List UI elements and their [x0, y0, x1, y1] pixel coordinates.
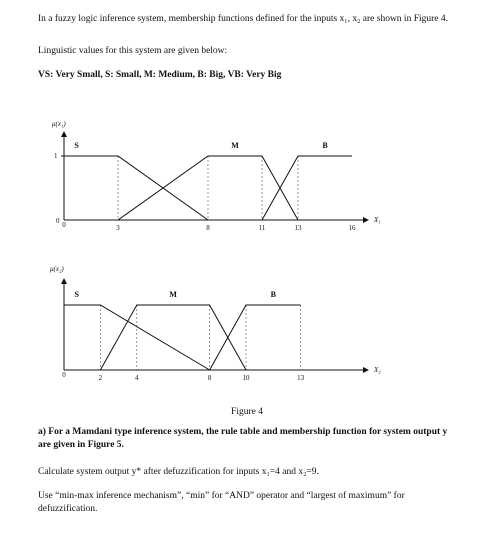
chart2-x-tick-8: 8 — [207, 374, 212, 382]
chart1-x-tick-16: 16 — [348, 224, 356, 232]
chart2-x-arrow — [363, 367, 369, 373]
chart1-series-label-m: M — [231, 141, 239, 150]
question-a: a) For a Mamdani type inference system, the rule table and membership function for system output y are given in Figure 5. — [38, 427, 448, 450]
chart2-x-tick-10: 10 — [242, 374, 250, 382]
chart1-x-tick-3: 3 — [116, 224, 120, 232]
chart1-series-b — [262, 156, 352, 220]
chart2-x-tick-4: 4 — [135, 374, 139, 382]
chart1-x-arrow — [363, 217, 369, 223]
chart1-series-label-s: S — [74, 141, 79, 150]
chart-1 — [52, 120, 381, 232]
chart1-series-label-b: B — [322, 141, 328, 150]
chart1-y-axis-label: μ(x₁) — [52, 120, 66, 128]
chart2-series-m — [100, 305, 246, 370]
instructions-paragraph: Use “min-max inference mechanism”, “min” for “AND” operator and “largest of maximum” for defuzzification. — [38, 491, 405, 514]
chart2-x-tick-0: 0 — [62, 371, 66, 379]
intro-paragraph: In a fuzzy logic inference system, membership functions defined for the inputs x₁, x₂ are shown in Figure 4. — [38, 14, 449, 24]
calculate-paragraph: Calculate system output y* after defuzzification for inputs x₁=4 and x₂=9. — [38, 467, 319, 477]
chart2-series-label-m: M — [169, 290, 177, 299]
chart1-x-axis-label: X₁ — [374, 216, 381, 224]
chart1-y-arrow — [61, 131, 67, 137]
chart2-y-axis-label: μ(x₂) — [50, 265, 64, 273]
chart2-marks — [62, 290, 304, 382]
chart1-x-tick-11: 11 — [258, 224, 266, 232]
chart1-x-tick-0: 0 — [62, 221, 66, 229]
figure-caption: Figure 4 — [231, 407, 263, 417]
chart2-series-label-s: S — [74, 290, 79, 299]
chart2-series-label-b: B — [270, 290, 276, 299]
linguistic-intro: Linguistic values for this system are given below: — [38, 46, 228, 56]
chart2-x-axis-label: X₂ — [374, 366, 381, 374]
chart-2 — [50, 265, 381, 382]
chart2-x-tick-13: 13 — [297, 374, 305, 382]
chart2-series-b — [210, 305, 301, 370]
chart1-x-tick-8: 8 — [206, 224, 210, 232]
linguistic-values: VS: Very Small, S: Small, M: Medium, B: Big, VB: Very Big — [38, 70, 282, 80]
chart1-y-tick-1: 1 — [54, 152, 58, 160]
chart1-x-tick-13: 13 — [294, 224, 302, 232]
chart2-y-arrow — [61, 278, 67, 284]
chart1-marks — [61, 141, 356, 232]
chart1-series-s — [64, 156, 208, 220]
chart1-y-tick-0: 0 — [56, 217, 60, 225]
chart2-x-tick-2: 2 — [98, 374, 103, 382]
